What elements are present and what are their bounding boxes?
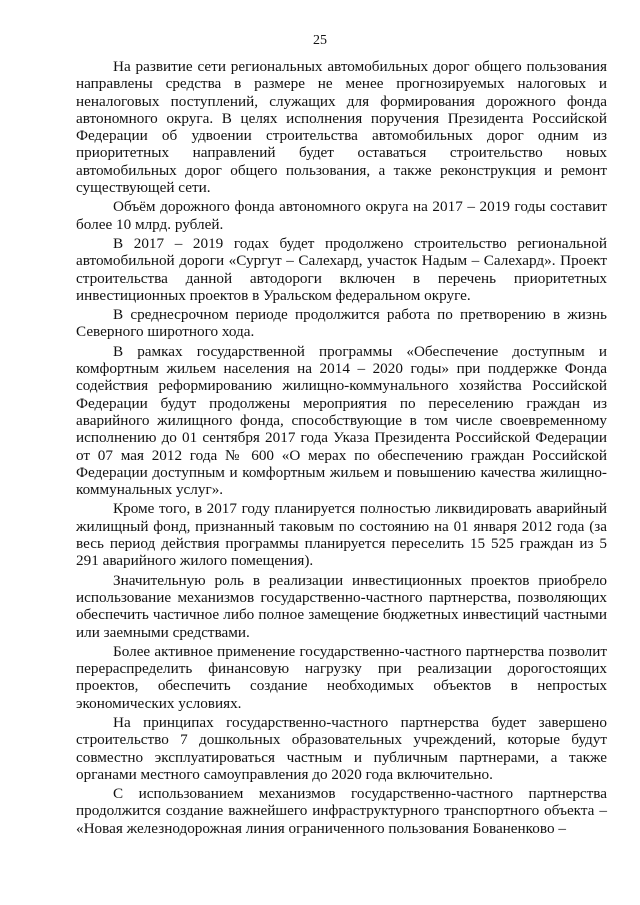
paragraph: Значительную роль в реализации инвестиционных проектов приобрело использование механизмов государственно-частного партнерства, позволяющих обеспечить частичное либо полное замещение бюджетных инвестиций частными или заемными средствами.	[76, 571, 607, 641]
body-text	[76, 58, 607, 837]
paragraph: Объём дорожного фонда автономного округа на 2017 – 2019 годы составит более 10 млрд. рублей.	[76, 198, 607, 233]
paragraph: На принципах государственно-частного партнерства будет завершено строительство 7 дошкольных образовательных учреждений, которые будут совместно эксплуатироваться частным и публичным партнерами, а также органами местного самоуправления до 2020 года включительно.	[76, 713, 607, 783]
paragraph: Кроме того, в 2017 году планируется полностью ликвидировать аварийный жилищный фонд, признанный таковым по состоянию на 01 января 2012 года (за весь период действия программы планируется переселить 15 525 граждан из 5 291 аварийного жилого помещения).	[76, 500, 607, 570]
paragraph: В рамках государственной программы «Обеспечение доступным и комфортным жильем населения на 2014 – 2020 годы» при поддержке Фонда содействия реформированию жилищно-коммунального хозяйства Российской Федерации будут продолжены мероприятия по переселению граждан из аварийного жилищного фонда, способствующие в том числе своевременному исполнению до 01 сентября 2017 года Указа Президента Российской Федерации от 07 мая 2012 года № 600 «О мерах по обеспечению граждан Российской Федерации доступным и комфортным жильем и повышению качества жилищно-коммунальных услуг».	[76, 342, 607, 499]
paragraph: В среднесрочном периоде продолжится работа по претворению в жизнь Северного широтного хода.	[76, 306, 607, 341]
paragraph: На развитие сети региональных автомобильных дорог общего пользования направлены средства в размере не менее прогнозируемых налоговых и неналоговых поступлений, служащих для формирования дорожного фонда автономного округа. В целях исполнения поручения Президента Российской Федерации об удвоении строительства автомобильных дорог одним из приоритетных направлений будет оставаться строительство новых автомобильных дорог общего пользования, а также реконструкция и ремонт существующей сети.	[76, 58, 607, 197]
page-number: 25	[313, 33, 327, 48]
paragraph: В 2017 – 2019 годах будет продолжено строительство региональной автомобильной дороги «Сургут – Салехард, участок Надым – Салехард». Проект строительства данной автодороги включен в перечень приоритетных инвестиционных проектов в Уральском федеральном округе.	[76, 234, 607, 304]
paragraph: Более активное применение государственно-частного партнерства позволит перераспределить финансовую нагрузку при реализации дорогостоящих проектов, обеспечить создание необходимых объектов в непростых экономических условиях.	[76, 642, 607, 712]
paragraph: С использованием механизмов государственно-частного партнерства продолжится создание важнейшего инфраструктурного транспортного объекта – «Новая железнодорожная линия ограниченного пользования Бованенково –	[76, 785, 607, 837]
